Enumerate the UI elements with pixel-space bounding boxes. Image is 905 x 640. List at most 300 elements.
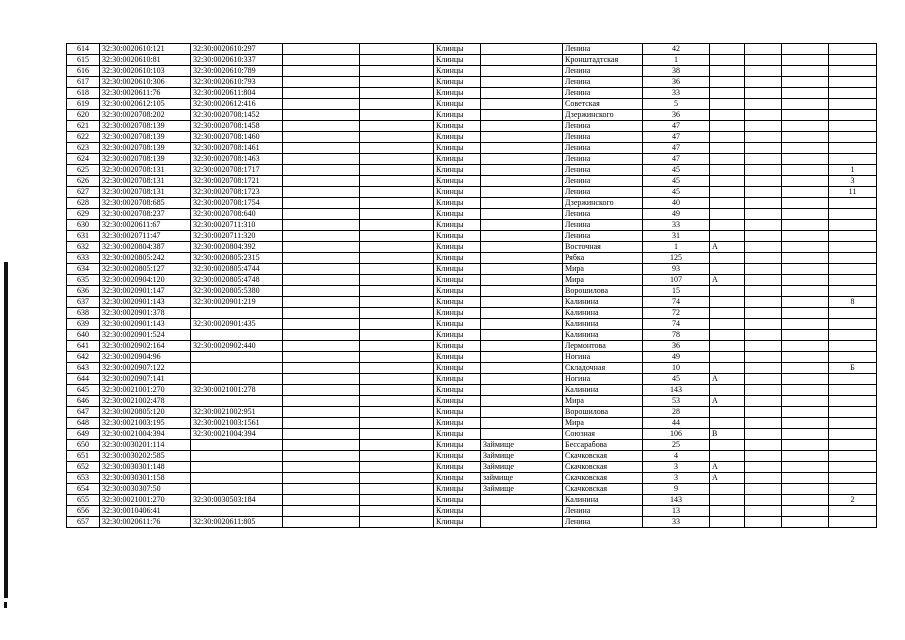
cadastral-number-cell: 32:30:0010406:41	[100, 506, 191, 517]
empty-cell	[360, 143, 434, 154]
row-number-cell: 620	[67, 110, 100, 121]
building-cadastral-cell: 32:30:0020612:416	[191, 99, 283, 110]
empty-cell	[283, 176, 360, 187]
house-number-cell: 47	[643, 143, 710, 154]
apartment-cell	[829, 385, 877, 396]
row-number-cell: 656	[67, 506, 100, 517]
table-row	[67, 319, 877, 330]
empty-cell	[745, 341, 782, 352]
house-letter-cell	[710, 66, 745, 77]
cadastral-number-cell: 32:30:0020708:237	[100, 209, 191, 220]
cadastral-number-cell: 32:30:0020610:103	[100, 66, 191, 77]
house-letter-cell	[710, 132, 745, 143]
empty-cell	[745, 517, 782, 528]
apartment-cell	[829, 264, 877, 275]
apartment-cell: 3	[829, 176, 877, 187]
empty-cell	[782, 440, 829, 451]
empty-cell	[782, 462, 829, 473]
empty-cell	[782, 242, 829, 253]
empty-cell	[360, 517, 434, 528]
table-row	[67, 187, 877, 198]
empty-cell	[782, 66, 829, 77]
house-number-cell: 9	[643, 484, 710, 495]
empty-cell	[283, 451, 360, 462]
apartment-cell: 8	[829, 297, 877, 308]
empty-cell	[283, 484, 360, 495]
empty-cell	[745, 209, 782, 220]
cadastral-number-cell: 32:30:0020708:139	[100, 132, 191, 143]
cadastral-number-cell: 32:30:0020805:120	[100, 407, 191, 418]
empty-cell	[360, 66, 434, 77]
city-cell: Клинцы	[434, 99, 481, 110]
street-cell: Мира	[563, 275, 643, 286]
empty-cell	[745, 110, 782, 121]
district-cell	[481, 352, 563, 363]
empty-cell	[745, 231, 782, 242]
table-row	[67, 55, 877, 66]
apartment-cell	[829, 451, 877, 462]
empty-cell	[782, 374, 829, 385]
table-row	[67, 418, 877, 429]
empty-cell	[745, 495, 782, 506]
table-row	[67, 275, 877, 286]
street-cell: Ленина	[563, 176, 643, 187]
empty-cell	[745, 462, 782, 473]
apartment-cell	[829, 66, 877, 77]
district-cell	[481, 506, 563, 517]
apartment-cell	[829, 154, 877, 165]
empty-cell	[745, 308, 782, 319]
empty-cell	[745, 44, 782, 55]
house-number-cell: 47	[643, 121, 710, 132]
row-number-cell: 625	[67, 165, 100, 176]
row-number-cell: 632	[67, 242, 100, 253]
building-cadastral-cell	[191, 308, 283, 319]
empty-cell	[283, 429, 360, 440]
cadastral-number-cell: 32:30:0020805:127	[100, 264, 191, 275]
house-letter-cell: А	[710, 242, 745, 253]
street-cell: Ворошилова	[563, 286, 643, 297]
cadastral-number-cell: 32:30:0021002:478	[100, 396, 191, 407]
empty-cell	[360, 396, 434, 407]
house-number-cell: 44	[643, 418, 710, 429]
empty-cell	[283, 297, 360, 308]
empty-cell	[283, 132, 360, 143]
building-cadastral-cell: 32:30:0020708:1721	[191, 176, 283, 187]
table-row	[67, 506, 877, 517]
empty-cell	[360, 385, 434, 396]
street-cell: Кронштадтская	[563, 55, 643, 66]
row-number-cell: 650	[67, 440, 100, 451]
street-cell: Ленина	[563, 209, 643, 220]
district-cell	[481, 319, 563, 330]
empty-cell	[360, 352, 434, 363]
table-row	[67, 165, 877, 176]
district-cell: Займище	[481, 440, 563, 451]
building-cadastral-cell: 32:30:0020610:793	[191, 77, 283, 88]
empty-cell	[283, 220, 360, 231]
empty-cell	[360, 121, 434, 132]
row-number-cell: 648	[67, 418, 100, 429]
street-cell: Ленина	[563, 132, 643, 143]
district-cell	[481, 121, 563, 132]
empty-cell	[360, 176, 434, 187]
row-number-cell: 643	[67, 363, 100, 374]
empty-cell	[745, 396, 782, 407]
district-cell: Займище	[481, 451, 563, 462]
empty-cell	[283, 209, 360, 220]
building-cadastral-cell: 32:30:0020610:297	[191, 44, 283, 55]
empty-cell	[283, 440, 360, 451]
apartment-cell: Б	[829, 363, 877, 374]
street-cell: Калинина	[563, 308, 643, 319]
district-cell	[481, 209, 563, 220]
row-number-cell: 645	[67, 385, 100, 396]
street-cell: Мира	[563, 396, 643, 407]
house-letter-cell	[710, 484, 745, 495]
empty-cell	[745, 143, 782, 154]
row-number-cell: 641	[67, 341, 100, 352]
empty-cell	[360, 286, 434, 297]
apartment-cell	[829, 132, 877, 143]
city-cell: Клинцы	[434, 264, 481, 275]
row-number-cell: 652	[67, 462, 100, 473]
district-cell	[481, 418, 563, 429]
table-row	[67, 264, 877, 275]
row-number-cell: 624	[67, 154, 100, 165]
building-cadastral-cell	[191, 473, 283, 484]
empty-cell	[745, 176, 782, 187]
empty-cell	[360, 407, 434, 418]
row-number-cell: 636	[67, 286, 100, 297]
empty-cell	[283, 198, 360, 209]
empty-cell	[360, 154, 434, 165]
empty-cell	[283, 154, 360, 165]
house-letter-cell	[710, 198, 745, 209]
district-cell	[481, 154, 563, 165]
empty-cell	[360, 484, 434, 495]
district-cell	[481, 363, 563, 374]
city-cell: Клинцы	[434, 132, 481, 143]
city-cell: Клинцы	[434, 506, 481, 517]
street-cell: Скачковская	[563, 484, 643, 495]
empty-cell	[782, 55, 829, 66]
empty-cell	[782, 506, 829, 517]
empty-cell	[782, 198, 829, 209]
cadastral-number-cell: 32:30:0030301:158	[100, 473, 191, 484]
table-row	[67, 231, 877, 242]
district-cell	[481, 308, 563, 319]
city-cell: Клинцы	[434, 495, 481, 506]
empty-cell	[782, 154, 829, 165]
row-number-cell: 627	[67, 187, 100, 198]
cadastral-number-cell: 32:30:0020901:524	[100, 330, 191, 341]
empty-cell	[283, 341, 360, 352]
street-cell: Ленина	[563, 121, 643, 132]
apartment-cell	[829, 341, 877, 352]
apartment-cell	[829, 506, 877, 517]
house-number-cell: 10	[643, 363, 710, 374]
district-cell	[481, 341, 563, 352]
apartment-cell	[829, 220, 877, 231]
house-letter-cell	[710, 88, 745, 99]
cadastral-number-cell: 32:30:0020804:387	[100, 242, 191, 253]
city-cell: Клинцы	[434, 220, 481, 231]
empty-cell	[283, 66, 360, 77]
empty-cell	[283, 231, 360, 242]
house-number-cell: 107	[643, 275, 710, 286]
row-number-cell: 619	[67, 99, 100, 110]
house-letter-cell	[710, 209, 745, 220]
house-number-cell: 36	[643, 77, 710, 88]
empty-cell	[283, 517, 360, 528]
cadastral-number-cell: 32:30:0020708:202	[100, 110, 191, 121]
empty-cell	[360, 99, 434, 110]
row-number-cell: 634	[67, 264, 100, 275]
row-number-cell: 649	[67, 429, 100, 440]
empty-cell	[360, 374, 434, 385]
apartment-cell	[829, 198, 877, 209]
house-letter-cell	[710, 165, 745, 176]
street-cell: Дзержинского	[563, 198, 643, 209]
empty-cell	[782, 253, 829, 264]
building-cadastral-cell: 32:30:0020902:440	[191, 341, 283, 352]
apartment-cell	[829, 319, 877, 330]
apartment-cell: 2	[829, 495, 877, 506]
row-number-cell: 653	[67, 473, 100, 484]
row-number-cell: 644	[67, 374, 100, 385]
house-letter-cell: А	[710, 374, 745, 385]
street-cell: Ленина	[563, 165, 643, 176]
empty-cell	[782, 330, 829, 341]
street-cell: Скачковская	[563, 473, 643, 484]
house-letter-cell	[710, 55, 745, 66]
building-cadastral-cell	[191, 374, 283, 385]
empty-cell	[283, 275, 360, 286]
street-cell: Ленина	[563, 517, 643, 528]
building-cadastral-cell	[191, 352, 283, 363]
empty-cell	[782, 484, 829, 495]
house-number-cell: 74	[643, 297, 710, 308]
empty-cell	[283, 55, 360, 66]
house-number-cell: 125	[643, 253, 710, 264]
cadastral-number-cell: 32:30:0020610:306	[100, 77, 191, 88]
empty-cell	[745, 473, 782, 484]
district-cell: займище	[481, 473, 563, 484]
empty-cell	[283, 308, 360, 319]
apartment-cell	[829, 330, 877, 341]
street-cell: Ленина	[563, 143, 643, 154]
house-number-cell: 1	[643, 55, 710, 66]
district-cell	[481, 143, 563, 154]
house-number-cell: 36	[643, 341, 710, 352]
street-cell: Союзная	[563, 429, 643, 440]
empty-cell	[360, 506, 434, 517]
empty-cell	[782, 88, 829, 99]
table-row	[67, 517, 877, 528]
apartment-cell	[829, 407, 877, 418]
empty-cell	[782, 352, 829, 363]
house-number-cell: 93	[643, 264, 710, 275]
empty-cell	[782, 110, 829, 121]
table-row	[67, 209, 877, 220]
table-row	[67, 286, 877, 297]
empty-cell	[782, 473, 829, 484]
building-cadastral-cell: 32:30:0020805:4744	[191, 264, 283, 275]
empty-cell	[745, 352, 782, 363]
street-cell: Ленина	[563, 44, 643, 55]
house-letter-cell	[710, 297, 745, 308]
apartment-cell	[829, 396, 877, 407]
city-cell: Клинцы	[434, 66, 481, 77]
empty-cell	[360, 297, 434, 308]
district-cell	[481, 88, 563, 99]
cadastral-number-cell: 32:30:0030201:114	[100, 440, 191, 451]
house-letter-cell	[710, 440, 745, 451]
city-cell: Клинцы	[434, 462, 481, 473]
house-number-cell: 47	[643, 132, 710, 143]
empty-cell	[360, 363, 434, 374]
street-cell: Дзержинского	[563, 110, 643, 121]
house-number-cell: 3	[643, 473, 710, 484]
house-letter-cell: А	[710, 462, 745, 473]
empty-cell	[745, 418, 782, 429]
building-cadastral-cell: 32:30:0021002:951	[191, 407, 283, 418]
building-cadastral-cell: 32:30:0021001:278	[191, 385, 283, 396]
house-number-cell: 1	[643, 242, 710, 253]
district-cell	[481, 407, 563, 418]
district-cell	[481, 253, 563, 264]
city-cell: Клинцы	[434, 77, 481, 88]
building-cadastral-cell: 32:30:0020708:1452	[191, 110, 283, 121]
empty-cell	[782, 143, 829, 154]
table-row	[67, 77, 877, 88]
apartment-cell	[829, 440, 877, 451]
empty-cell	[360, 253, 434, 264]
empty-cell	[745, 363, 782, 374]
building-cadastral-cell: 32:30:0020610:337	[191, 55, 283, 66]
table-row	[67, 429, 877, 440]
cadastral-number-cell: 32:30:0021001:270	[100, 495, 191, 506]
cadastral-number-cell: 32:30:0030301:148	[100, 462, 191, 473]
empty-cell	[360, 187, 434, 198]
empty-cell	[283, 385, 360, 396]
building-cadastral-cell: 32:30:0020611:804	[191, 88, 283, 99]
empty-cell	[360, 462, 434, 473]
cadastral-number-cell: 32:30:0021004:394	[100, 429, 191, 440]
cadastral-number-cell: 32:30:0020902:164	[100, 341, 191, 352]
empty-cell	[782, 275, 829, 286]
house-number-cell: 78	[643, 330, 710, 341]
house-letter-cell	[710, 451, 745, 462]
street-cell: Калинина	[563, 330, 643, 341]
house-letter-cell	[710, 286, 745, 297]
row-number-cell: 614	[67, 44, 100, 55]
street-cell: Ленина	[563, 77, 643, 88]
apartment-cell	[829, 484, 877, 495]
house-letter-cell	[710, 330, 745, 341]
house-letter-cell	[710, 363, 745, 374]
house-number-cell: 38	[643, 66, 710, 77]
table-row	[67, 440, 877, 451]
empty-cell	[283, 242, 360, 253]
street-cell: Советская	[563, 99, 643, 110]
apartment-cell	[829, 374, 877, 385]
street-cell: Ногина	[563, 374, 643, 385]
empty-cell	[745, 484, 782, 495]
city-cell: Клинцы	[434, 253, 481, 264]
row-number-cell: 638	[67, 308, 100, 319]
house-letter-cell	[710, 110, 745, 121]
empty-cell	[360, 220, 434, 231]
row-number-cell: 631	[67, 231, 100, 242]
house-number-cell: 49	[643, 209, 710, 220]
empty-cell	[782, 77, 829, 88]
empty-cell	[283, 99, 360, 110]
row-number-cell: 615	[67, 55, 100, 66]
apartment-cell: 1	[829, 165, 877, 176]
apartment-cell	[829, 55, 877, 66]
cadastral-number-cell: 32:30:0020610:81	[100, 55, 191, 66]
district-cell	[481, 176, 563, 187]
empty-cell	[782, 308, 829, 319]
empty-cell	[745, 242, 782, 253]
house-number-cell: 45	[643, 374, 710, 385]
house-letter-cell	[710, 154, 745, 165]
row-number-cell: 630	[67, 220, 100, 231]
city-cell: Клинцы	[434, 154, 481, 165]
district-cell: Займище	[481, 484, 563, 495]
building-cadastral-cell: 32:30:0020805:5380	[191, 286, 283, 297]
district-cell	[481, 242, 563, 253]
apartment-cell	[829, 308, 877, 319]
row-number-cell: 646	[67, 396, 100, 407]
row-number-cell: 629	[67, 209, 100, 220]
apartment-cell	[829, 231, 877, 242]
empty-cell	[782, 121, 829, 132]
empty-cell	[745, 154, 782, 165]
house-letter-cell	[710, 264, 745, 275]
cadastral-number-cell: 32:30:0020611:76	[100, 88, 191, 99]
apartment-cell	[829, 121, 877, 132]
street-cell: Скачковская	[563, 451, 643, 462]
empty-cell	[360, 330, 434, 341]
empty-cell	[360, 319, 434, 330]
empty-cell	[360, 418, 434, 429]
table-row	[67, 132, 877, 143]
house-number-cell: 49	[643, 352, 710, 363]
building-cadastral-cell: 32:30:0020804:392	[191, 242, 283, 253]
house-letter-cell	[710, 517, 745, 528]
cadastral-number-cell: 32:30:0020708:139	[100, 121, 191, 132]
row-number-cell: 642	[67, 352, 100, 363]
row-number-cell: 651	[67, 451, 100, 462]
city-cell: Клинцы	[434, 341, 481, 352]
city-cell: Клинцы	[434, 165, 481, 176]
empty-cell	[360, 55, 434, 66]
house-letter-cell	[710, 495, 745, 506]
table-row	[67, 176, 877, 187]
district-cell	[481, 396, 563, 407]
district-cell	[481, 330, 563, 341]
empty-cell	[745, 253, 782, 264]
table-row	[67, 242, 877, 253]
cadastral-number-cell: 32:30:0021003:195	[100, 418, 191, 429]
empty-cell	[360, 209, 434, 220]
district-cell	[481, 220, 563, 231]
empty-cell	[283, 352, 360, 363]
empty-cell	[745, 132, 782, 143]
